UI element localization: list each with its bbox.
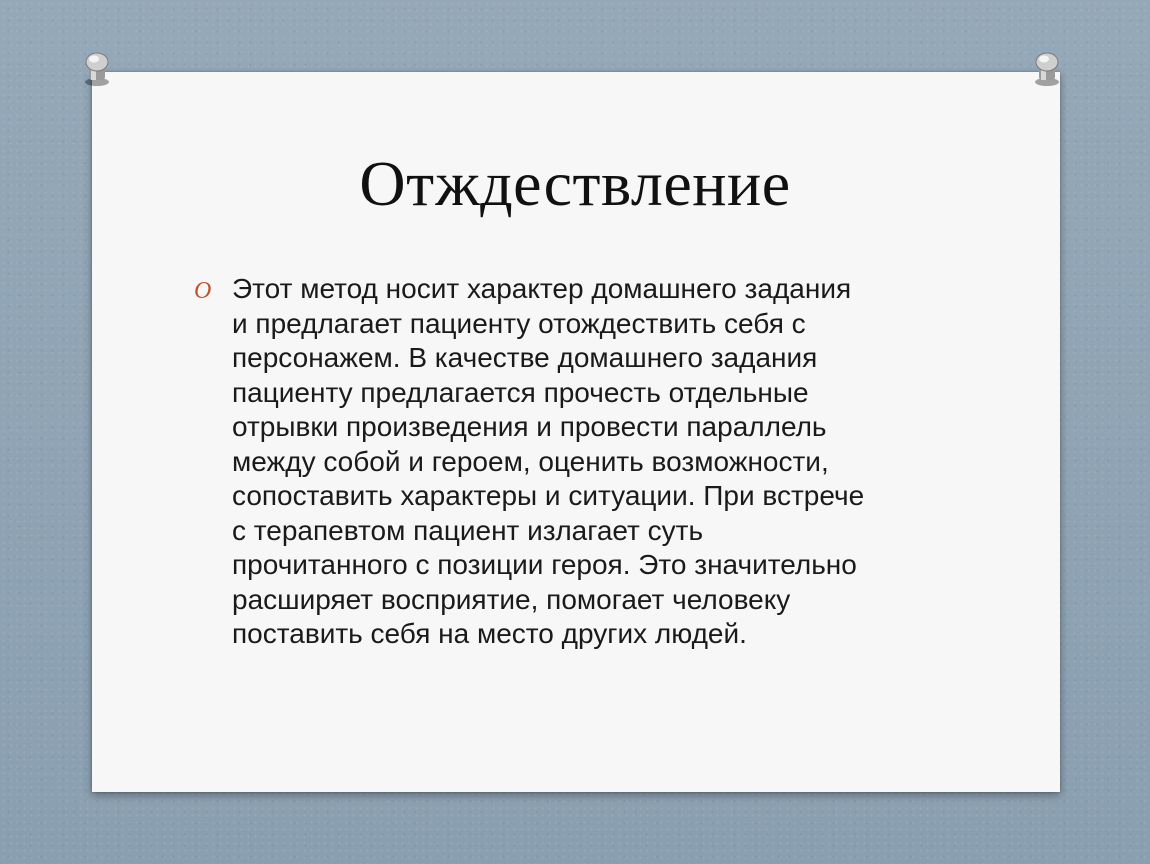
pushpin-icon (80, 50, 114, 88)
bullet-text: Этот метод носит характер домашнего задания и предлагает пациенту отождествить себя с персонажем. В качестве домашнего задания пациенту предлагается прочесть отдельные отрывки произведения и провести параллель между собой и героем, оценить возможности, сопоставить характеры и ситуации. При встрече с терапевтом пациент излагает суть прочитанного с позиции героя. Это значительно расширяет восприятие, помогает человеку поставить себя на место других людей. (232, 273, 865, 649)
slide-title: Отждествление (359, 148, 791, 219)
pushpin-icon (1030, 50, 1064, 88)
bullet-item (194, 272, 962, 652)
bullet-marker-icon: O (194, 278, 212, 304)
